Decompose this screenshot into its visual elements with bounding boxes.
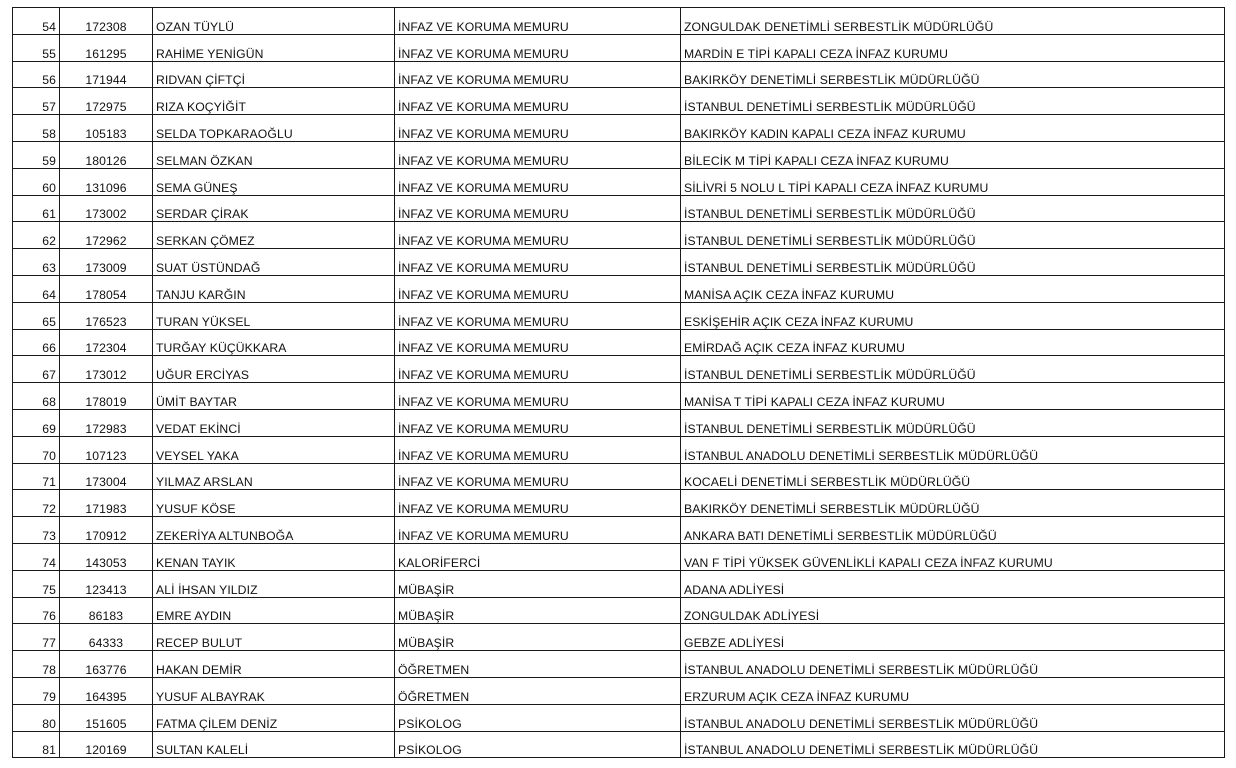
row-number: 78: [13, 651, 60, 678]
full-name: RECEP BULUT: [153, 624, 395, 651]
table-row: [13, 651, 1225, 678]
table-row: [13, 195, 1225, 222]
job-title: MÜBAŞİR: [395, 597, 681, 624]
row-number: 63: [13, 249, 60, 276]
full-name: TANJU KARĞIN: [153, 275, 395, 302]
registry-number: 171944: [60, 61, 153, 88]
assigned-institution: İSTANBUL DENETİMLİ SERBESTLİK MÜDÜRLÜĞÜ: [681, 409, 1225, 436]
row-number: 74: [13, 543, 60, 570]
table-row: [13, 249, 1225, 276]
registry-number: 171983: [60, 490, 153, 517]
assigned-institution: MARDİN E TİPİ KAPALI CEZA İNFAZ KURUMU: [681, 34, 1225, 61]
job-title: İNFAZ VE KORUMA MEMURU: [395, 436, 681, 463]
row-number: 62: [13, 222, 60, 249]
table-row: [13, 222, 1225, 249]
full-name: TURAN YÜKSEL: [153, 302, 395, 329]
row-number: 56: [13, 61, 60, 88]
assigned-institution: İSTANBUL ANADOLU DENETİMLİ SERBESTLİK MÜDÜRLÜĞÜ: [681, 436, 1225, 463]
row-number: 73: [13, 517, 60, 544]
assigned-institution: BAKIRKÖY DENETİMLİ SERBESTLİK MÜDÜRLÜĞÜ: [681, 490, 1225, 517]
registry-number: 131096: [60, 168, 153, 195]
table-row: [13, 383, 1225, 410]
registry-number: 176523: [60, 302, 153, 329]
assigned-institution: İSTANBUL ANADOLU DENETİMLİ SERBESTLİK MÜDÜRLÜĞÜ: [681, 651, 1225, 678]
full-name: SERKAN ÇÖMEZ: [153, 222, 395, 249]
full-name: YUSUF ALBAYRAK: [153, 677, 395, 704]
row-number: 66: [13, 329, 60, 356]
registry-number: 163776: [60, 651, 153, 678]
row-number: 81: [13, 731, 60, 758]
job-title: ÖĞRETMEN: [395, 677, 681, 704]
assigned-institution: MANİSA T TİPİ KAPALI CEZA İNFAZ KURUMU: [681, 383, 1225, 410]
registry-number: 178019: [60, 383, 153, 410]
table-row: [13, 731, 1225, 758]
assigned-institution: İSTANBUL DENETİMLİ SERBESTLİK MÜDÜRLÜĞÜ: [681, 88, 1225, 115]
table-body: [13, 8, 1225, 758]
registry-number: 172304: [60, 329, 153, 356]
assigned-institution: İSTANBUL DENETİMLİ SERBESTLİK MÜDÜRLÜĞÜ: [681, 249, 1225, 276]
full-name: SELDA TOPKARAOĞLU: [153, 115, 395, 142]
job-title: MÜBAŞİR: [395, 624, 681, 651]
table-row: [13, 275, 1225, 302]
full-name: ZEKERİYA ALTUNBOĞA: [153, 517, 395, 544]
table-row: [13, 302, 1225, 329]
assigned-institution: KOCAELİ DENETİMLİ SERBESTLİK MÜDÜRLÜĞÜ: [681, 463, 1225, 490]
table-row: [13, 570, 1225, 597]
document-page: [12, 7, 1224, 758]
job-title: PSİKOLOG: [395, 731, 681, 758]
table-row: [13, 597, 1225, 624]
job-title: İNFAZ VE KORUMA MEMURU: [395, 329, 681, 356]
row-number: 76: [13, 597, 60, 624]
job-title: İNFAZ VE KORUMA MEMURU: [395, 409, 681, 436]
table-row: [13, 490, 1225, 517]
row-number: 67: [13, 356, 60, 383]
table-row: [13, 463, 1225, 490]
table-row: [13, 704, 1225, 731]
job-title: İNFAZ VE KORUMA MEMURU: [395, 61, 681, 88]
full-name: TURĞAY KÜÇÜKKARA: [153, 329, 395, 356]
registry-number: 120169: [60, 731, 153, 758]
job-title: İNFAZ VE KORUMA MEMURU: [395, 463, 681, 490]
table-row: [13, 34, 1225, 61]
table-row: [13, 61, 1225, 88]
registry-number: 107123: [60, 436, 153, 463]
full-name: VEDAT EKİNCİ: [153, 409, 395, 436]
job-title: KALORİFERCİ: [395, 543, 681, 570]
registry-number: 123413: [60, 570, 153, 597]
registry-number: 170912: [60, 517, 153, 544]
table-row: [13, 624, 1225, 651]
full-name: SEMA GÜNEŞ: [153, 168, 395, 195]
registry-number: 173012: [60, 356, 153, 383]
registry-number: 178054: [60, 275, 153, 302]
job-title: İNFAZ VE KORUMA MEMURU: [395, 517, 681, 544]
assigned-institution: MANİSA AÇIK CEZA İNFAZ KURUMU: [681, 275, 1225, 302]
assigned-institution: ZONGULDAK DENETİMLİ SERBESTLİK MÜDÜRLÜĞÜ: [681, 8, 1225, 35]
job-title: İNFAZ VE KORUMA MEMURU: [395, 115, 681, 142]
job-title: İNFAZ VE KORUMA MEMURU: [395, 168, 681, 195]
job-title: İNFAZ VE KORUMA MEMURU: [395, 275, 681, 302]
row-number: 77: [13, 624, 60, 651]
row-number: 70: [13, 436, 60, 463]
full-name: HAKAN DEMİR: [153, 651, 395, 678]
row-number: 79: [13, 677, 60, 704]
table-row: [13, 356, 1225, 383]
full-name: FATMA ÇİLEM DENİZ: [153, 704, 395, 731]
registry-number: 143053: [60, 543, 153, 570]
assigned-institution: ANKARA BATI DENETİMLİ SERBESTLİK MÜDÜRLÜĞÜ: [681, 517, 1225, 544]
full-name: UĞUR ERCİYAS: [153, 356, 395, 383]
assigned-institution: BAKIRKÖY DENETİMLİ SERBESTLİK MÜDÜRLÜĞÜ: [681, 61, 1225, 88]
job-title: İNFAZ VE KORUMA MEMURU: [395, 141, 681, 168]
table-row: [13, 115, 1225, 142]
table-row: [13, 329, 1225, 356]
full-name: SULTAN KALELİ: [153, 731, 395, 758]
assigned-institution: GEBZE ADLİYESİ: [681, 624, 1225, 651]
registry-number: 64333: [60, 624, 153, 651]
full-name: VEYSEL YAKA: [153, 436, 395, 463]
table-row: [13, 8, 1225, 35]
full-name: ÜMİT BAYTAR: [153, 383, 395, 410]
full-name: SELMAN ÖZKAN: [153, 141, 395, 168]
row-number: 58: [13, 115, 60, 142]
registry-number: 161295: [60, 34, 153, 61]
full-name: RAHİME YENİGÜN: [153, 34, 395, 61]
assigned-institution: BAKIRKÖY KADIN KAPALI CEZA İNFAZ KURUMU: [681, 115, 1225, 142]
registry-number: 172983: [60, 409, 153, 436]
registry-number: 151605: [60, 704, 153, 731]
assigned-institution: ERZURUM AÇIK CEZA İNFAZ KURUMU: [681, 677, 1225, 704]
full-name: SERDAR ÇİRAK: [153, 195, 395, 222]
registry-number: 172962: [60, 222, 153, 249]
job-title: İNFAZ VE KORUMA MEMURU: [395, 356, 681, 383]
job-title: İNFAZ VE KORUMA MEMURU: [395, 34, 681, 61]
assigned-institution: İSTANBUL DENETİMLİ SERBESTLİK MÜDÜRLÜĞÜ: [681, 222, 1225, 249]
table-row: [13, 677, 1225, 704]
table-row: [13, 436, 1225, 463]
full-name: KENAN TAYIK: [153, 543, 395, 570]
assigned-institution: EMİRDAĞ AÇIK CEZA İNFAZ KURUMU: [681, 329, 1225, 356]
registry-number: 172308: [60, 8, 153, 35]
table-row: [13, 409, 1225, 436]
personnel-table: [12, 7, 1225, 758]
row-number: 59: [13, 141, 60, 168]
row-number: 57: [13, 88, 60, 115]
job-title: İNFAZ VE KORUMA MEMURU: [395, 383, 681, 410]
registry-number: 173002: [60, 195, 153, 222]
registry-number: 172975: [60, 88, 153, 115]
job-title: İNFAZ VE KORUMA MEMURU: [395, 249, 681, 276]
row-number: 54: [13, 8, 60, 35]
full-name: ALİ İHSAN YILDIZ: [153, 570, 395, 597]
job-title: MÜBAŞİR: [395, 570, 681, 597]
row-number: 55: [13, 34, 60, 61]
assigned-institution: ZONGULDAK ADLİYESİ: [681, 597, 1225, 624]
registry-number: 173009: [60, 249, 153, 276]
full-name: EMRE AYDIN: [153, 597, 395, 624]
job-title: İNFAZ VE KORUMA MEMURU: [395, 8, 681, 35]
full-name: YILMAZ ARSLAN: [153, 463, 395, 490]
table-row: [13, 517, 1225, 544]
full-name: RIZA KOÇYİĞİT: [153, 88, 395, 115]
assigned-institution: VAN F TİPİ YÜKSEK GÜVENLİKLİ KAPALI CEZA İNFAZ KURUMU: [681, 543, 1225, 570]
assigned-institution: İSTANBUL DENETİMLİ SERBESTLİK MÜDÜRLÜĞÜ: [681, 195, 1225, 222]
row-number: 61: [13, 195, 60, 222]
row-number: 64: [13, 275, 60, 302]
registry-number: 180126: [60, 141, 153, 168]
assigned-institution: İSTANBUL ANADOLU DENETİMLİ SERBESTLİK MÜDÜRLÜĞÜ: [681, 704, 1225, 731]
job-title: İNFAZ VE KORUMA MEMURU: [395, 490, 681, 517]
job-title: İNFAZ VE KORUMA MEMURU: [395, 222, 681, 249]
row-number: 71: [13, 463, 60, 490]
table-row: [13, 543, 1225, 570]
row-number: 60: [13, 168, 60, 195]
assigned-institution: ADANA ADLİYESİ: [681, 570, 1225, 597]
full-name: YUSUF KÖSE: [153, 490, 395, 517]
table-row: [13, 88, 1225, 115]
registry-number: 164395: [60, 677, 153, 704]
job-title: ÖĞRETMEN: [395, 651, 681, 678]
assigned-institution: İSTANBUL ANADOLU DENETİMLİ SERBESTLİK MÜDÜRLÜĞÜ: [681, 731, 1225, 758]
assigned-institution: ESKİŞEHİR AÇIK CEZA İNFAZ KURUMU: [681, 302, 1225, 329]
job-title: İNFAZ VE KORUMA MEMURU: [395, 195, 681, 222]
assigned-institution: SİLİVRİ 5 NOLU L TİPİ KAPALI CEZA İNFAZ KURUMU: [681, 168, 1225, 195]
row-number: 72: [13, 490, 60, 517]
row-number: 68: [13, 383, 60, 410]
registry-number: 86183: [60, 597, 153, 624]
row-number: 80: [13, 704, 60, 731]
table-row: [13, 168, 1225, 195]
row-number: 65: [13, 302, 60, 329]
full-name: SUAT ÜSTÜNDAĞ: [153, 249, 395, 276]
job-title: İNFAZ VE KORUMA MEMURU: [395, 302, 681, 329]
job-title: PSİKOLOG: [395, 704, 681, 731]
job-title: İNFAZ VE KORUMA MEMURU: [395, 88, 681, 115]
assigned-institution: BİLECİK M TİPİ KAPALI CEZA İNFAZ KURUMU: [681, 141, 1225, 168]
registry-number: 173004: [60, 463, 153, 490]
registry-number: 105183: [60, 115, 153, 142]
row-number: 69: [13, 409, 60, 436]
row-number: 75: [13, 570, 60, 597]
full-name: RIDVAN ÇİFTÇİ: [153, 61, 395, 88]
assigned-institution: İSTANBUL DENETİMLİ SERBESTLİK MÜDÜRLÜĞÜ: [681, 356, 1225, 383]
full-name: OZAN TÜYLÜ: [153, 8, 395, 35]
table-row: [13, 141, 1225, 168]
